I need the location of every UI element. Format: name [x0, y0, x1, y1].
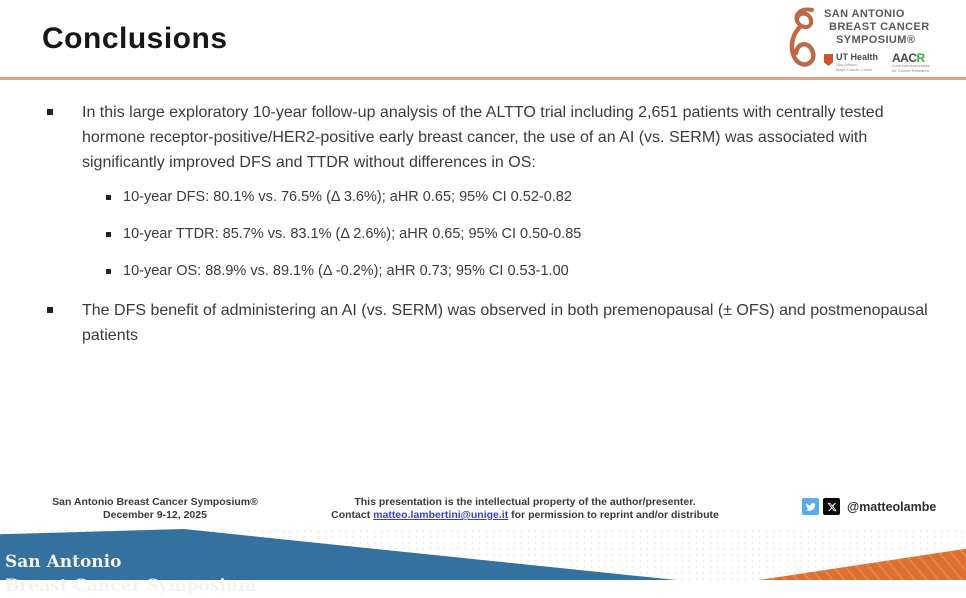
ut-health-label: UT Health — [836, 52, 879, 62]
sub-bullet-os — [0, 261, 966, 281]
aacr-r-label: R — [916, 51, 925, 65]
ut-health-logo — [824, 53, 878, 72]
ut-shield-icon — [824, 54, 833, 66]
bullet-1-text: In this large exploratory 10-year follow-up analysis of the ALTTO trial including 2,651 patients with centrally tested hormone receptor-positive/HER2-positive early breast cancer, the use of an AI (vs. SERM) was associated with significantly improved DFS and TTDR without differences in OS: — [82, 104, 884, 171]
footer-contact-pre: Contact — [331, 509, 374, 521]
footer-copyright-line2 — [300, 509, 750, 522]
footer-contact-post: for permission to reprint and/or distribute — [508, 509, 719, 521]
twitter-icon[interactable] — [802, 498, 819, 515]
footer-social-block — [802, 498, 936, 515]
sub-bullet-ttdr — [0, 224, 966, 244]
sub-bullet-square-icon — [106, 232, 111, 237]
banner-line1: San Antonio — [5, 552, 122, 572]
slide-content — [0, 100, 966, 360]
sub-bullet-list — [0, 187, 966, 281]
footer-conference-name: San Antonio Breast Cancer Symposium® — [52, 496, 258, 508]
ut-health-sub1: San Antonio — [836, 62, 858, 67]
footer-copyright-line1: This presentation is the intellectual property of the author/presenter. — [354, 496, 696, 508]
slide-footer — [0, 492, 966, 532]
aacr-sub2: for Cancer Research — [892, 68, 929, 73]
header-divider — [0, 77, 966, 80]
partner-logos — [824, 53, 930, 73]
sub-bullet-square-icon — [106, 269, 111, 274]
social-handle[interactable]: @matteolambe — [847, 499, 937, 514]
banner-line2: Breast Cancer Symposium — [5, 576, 257, 596]
sub-bullet-ttdr-text: 10-year TTDR: 85.7% vs. 83.1% (Δ 2.6%); aHR 0.65; 95% CI 0.50-0.85 — [123, 226, 582, 242]
ut-health-sub2: Mays Cancer Center — [836, 67, 873, 72]
bullet-item-1 — [0, 100, 966, 175]
banner-title — [5, 550, 256, 598]
page-title: Conclusions — [42, 22, 228, 55]
sub-bullet-os-text: 10-year OS: 88.9% vs. 89.1% (Δ -0.2%); aHR 0.73; 95% CI 0.53-1.00 — [123, 263, 569, 279]
footer-conference-block — [10, 496, 300, 522]
bullet-square-icon — [47, 109, 53, 115]
footer-conference-dates: December 9-12, 2025 — [103, 509, 207, 521]
aacr-sub1: American Association — [892, 63, 931, 68]
x-logo-icon[interactable] — [823, 498, 840, 515]
aacr-label: AAC — [892, 51, 917, 65]
footer-copyright-block — [300, 496, 750, 522]
sub-bullet-dfs — [0, 187, 966, 207]
sabcs-logo — [786, 4, 962, 76]
sub-bullet-dfs-text: 10-year DFS: 80.1% vs. 76.5% (Δ 3.6%); aHR 0.65; 95% CI 0.52-0.82 — [123, 189, 572, 205]
sabcs-line3: SYMPOSIUM® — [836, 34, 916, 46]
sabcs-logo-text — [824, 8, 930, 47]
bullet-square-icon — [47, 307, 53, 313]
bullet-item-2 — [0, 298, 966, 348]
sabcs-line2: BREAST CANCER — [829, 21, 930, 33]
bottom-banner — [0, 528, 966, 596]
slide-header — [0, 0, 966, 77]
sabcs-line1: SAN ANTONIO — [824, 8, 905, 20]
contact-email-link[interactable]: matteo.lambertini@unige.it — [373, 509, 509, 521]
bullet-2-text: The DFS benefit of administering an AI (vs. SERM) was observed in both premenopausal (± OFS) and postmenopausal patients — [82, 302, 928, 344]
sabcs-ribbon-icon — [788, 6, 822, 68]
sub-bullet-square-icon — [106, 195, 111, 200]
aacr-logo — [892, 53, 930, 73]
